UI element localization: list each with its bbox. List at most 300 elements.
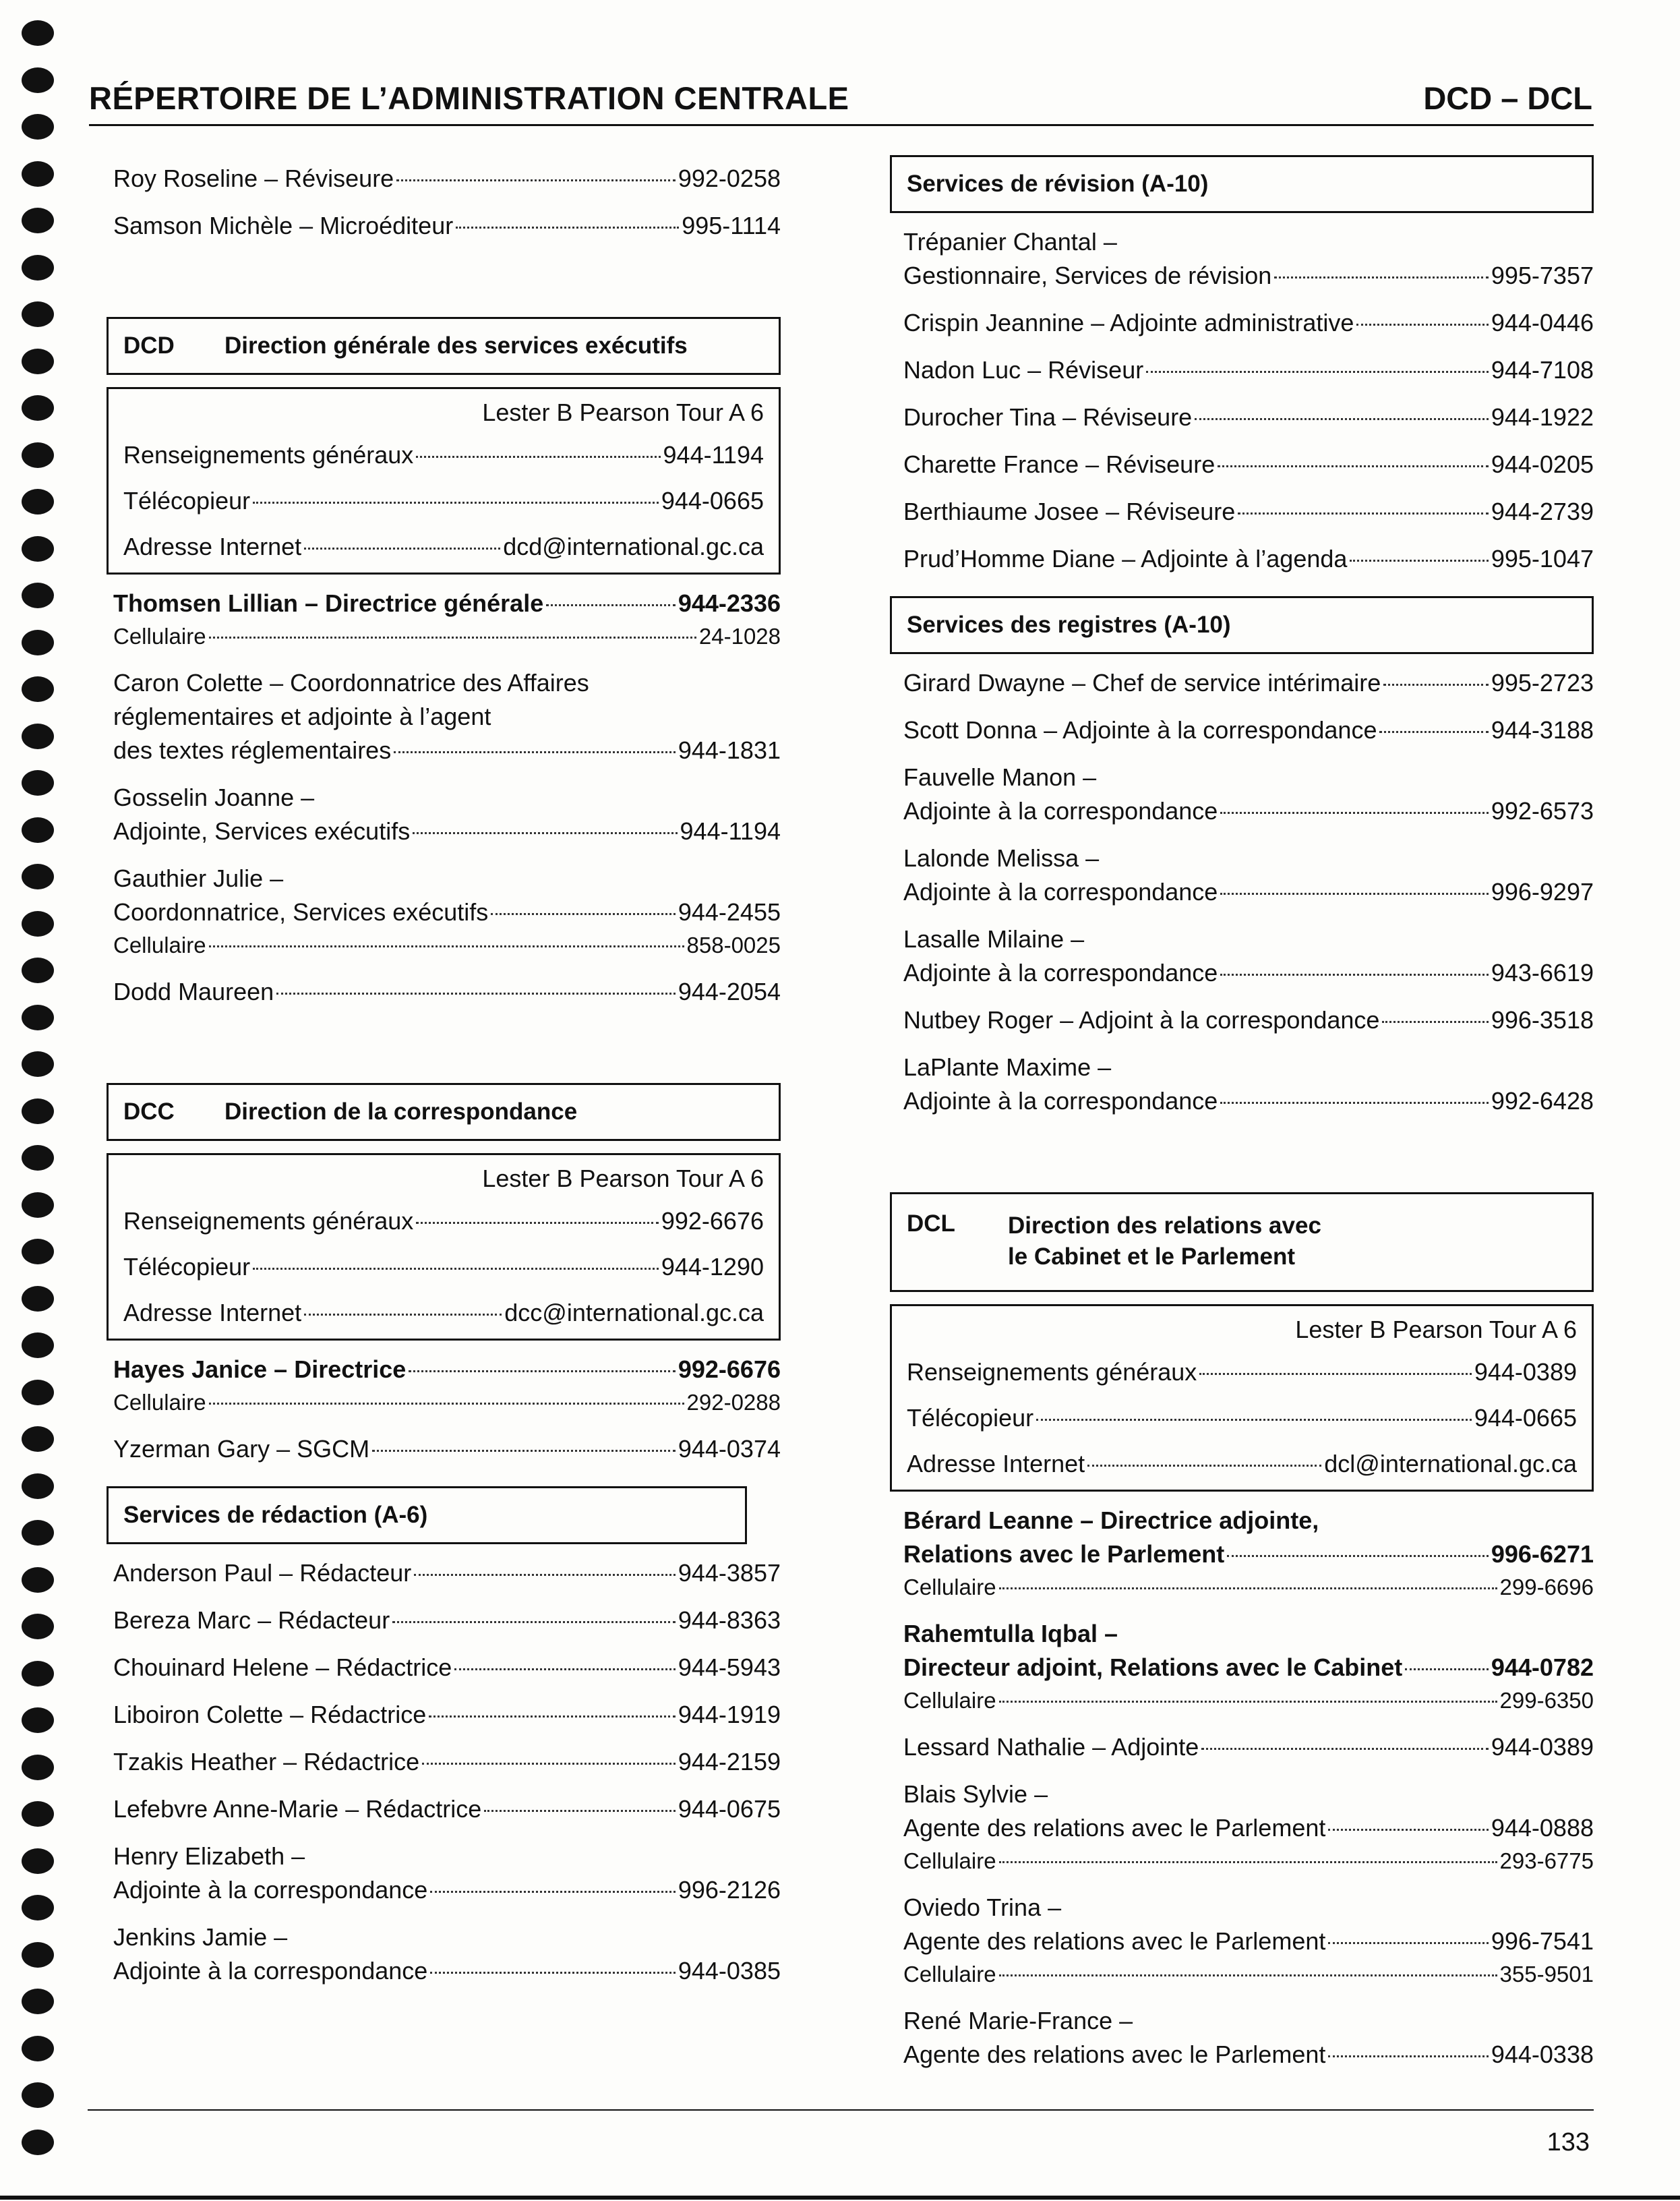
dot-leader <box>1201 1748 1489 1750</box>
cell-number: 355-9501 <box>1499 1962 1594 1987</box>
entry-text: Rahemtulla Iqbal – <box>903 1620 1118 1647</box>
dot-leader <box>416 456 660 458</box>
binder-hole <box>22 161 54 187</box>
directory-entry <box>113 975 781 1009</box>
phone-number: 995-1114 <box>682 212 781 239</box>
info-label: Télécopieur <box>123 487 251 515</box>
dot-leader <box>394 751 676 753</box>
info-value: 944-1194 <box>663 441 764 469</box>
leader-line <box>903 353 1594 387</box>
leader-line <box>903 1845 1594 1877</box>
entry-name: Bereza Marc – Rédacteur <box>113 1606 390 1634</box>
dot-leader <box>1405 1668 1489 1670</box>
binder-hole <box>22 536 54 562</box>
phone-number: 944-0374 <box>678 1435 781 1463</box>
entry-name: Adjointe à la correspondance <box>903 959 1218 987</box>
directory-entry <box>903 495 1594 529</box>
address-box-dcd <box>107 387 781 575</box>
leader-line <box>113 1698 781 1732</box>
entry-text: Oviedo Trina – <box>903 1894 1062 1921</box>
binder-hole <box>22 1473 54 1499</box>
entry-text: Caron Colette – Coordonnatrice des Affaires <box>113 669 589 697</box>
dot-leader <box>276 993 676 995</box>
leader-line <box>907 1441 1577 1487</box>
phone-number: 996-2126 <box>678 1876 781 1904</box>
binder-hole <box>22 1755 54 1780</box>
dot-leader <box>1328 1829 1488 1831</box>
dot-leader <box>999 1701 1497 1703</box>
phone-number: 944-3857 <box>678 1559 781 1587</box>
binder-hole <box>22 1239 54 1264</box>
location: Lester B Pearson Tour A 6 <box>1295 1316 1577 1343</box>
phone-number: 996-9297 <box>1491 878 1594 906</box>
directory-entry <box>113 1920 781 1988</box>
phone-number: 944-0675 <box>678 1795 781 1823</box>
phone-number: 944-1919 <box>678 1701 781 1728</box>
phone-number: 996-6271 <box>1491 1540 1594 1568</box>
dot-leader <box>414 1574 676 1576</box>
leader-line <box>123 478 764 524</box>
section-header-dcc <box>107 1083 781 1141</box>
binder-hole <box>22 1848 54 1874</box>
info-value: 992-6676 <box>661 1207 764 1235</box>
right-column <box>890 155 1594 2085</box>
binder-hole <box>22 1707 54 1733</box>
phone-number: 944-1194 <box>680 817 781 845</box>
page-number: 133 <box>1547 2128 1590 2156</box>
info-value: dcd@international.gc.ca <box>503 533 764 560</box>
entry-name: Scott Donna – Adjointe à la correspondance <box>903 716 1377 744</box>
directory-entry <box>113 1792 781 1826</box>
dot-leader <box>1350 560 1488 562</box>
phone-number: 944-0385 <box>678 1957 781 1985</box>
directory-entry <box>903 761 1594 828</box>
dot-leader <box>454 1668 676 1670</box>
dot-leader <box>1328 1942 1488 1944</box>
entry-name: Liboiron Colette – Rédactrice <box>113 1701 427 1728</box>
dot-leader <box>372 1450 676 1452</box>
section-header-registres <box>890 596 1594 654</box>
leader-line <box>113 975 781 1009</box>
binder-hole <box>22 1426 54 1452</box>
header-rule <box>89 124 1594 126</box>
binder-hole <box>22 864 54 889</box>
cell-number: 292-0288 <box>686 1390 781 1415</box>
cell-label: Cellulaire <box>113 624 206 649</box>
dot-leader <box>429 1715 676 1718</box>
cell-number: 24-1028 <box>698 624 781 649</box>
leader-line <box>903 1537 1594 1571</box>
entry-name: Nadon Luc – Réviseur <box>903 356 1144 384</box>
directory-entry <box>903 1504 1594 1604</box>
phone-number: 944-2739 <box>1491 498 1594 525</box>
dot-leader <box>209 637 696 639</box>
dot-leader <box>1328 2055 1488 2057</box>
entry-name: Agente des relations avec le Parlement <box>903 1927 1326 1955</box>
directory-entry <box>903 448 1594 481</box>
entry-name: Chouinard Helene – Rédactrice <box>113 1653 452 1681</box>
entry-text: Jenkins Jamie – <box>113 1923 288 1951</box>
binder-hole <box>22 1895 54 1920</box>
leader-line <box>113 1432 781 1466</box>
binder-hole <box>22 770 54 796</box>
binder-hole <box>22 114 54 140</box>
info-label: Adresse Internet <box>123 1299 302 1326</box>
binder-hole <box>22 958 54 983</box>
entry-name: des textes réglementaires <box>113 736 392 764</box>
dot-leader <box>253 1268 659 1270</box>
info-value: 944-0665 <box>1474 1404 1577 1432</box>
leader-line <box>903 1684 1594 1717</box>
cell-number: 299-6696 <box>1499 1575 1594 1600</box>
dot-leader <box>209 1403 684 1405</box>
section-title: Direction de la correspondance <box>224 1098 578 1125</box>
phone-number: 992-6428 <box>1491 1087 1594 1115</box>
directory-entry <box>903 1051 1594 1118</box>
info-value: dcc@international.gc.ca <box>504 1299 764 1326</box>
revision-entries <box>890 225 1594 576</box>
dot-leader <box>422 1763 676 1765</box>
directory-entry <box>113 1432 781 1466</box>
entry-name: Charette France – Réviseure <box>903 450 1216 478</box>
footer-rule <box>88 2109 1594 2111</box>
dot-leader <box>1356 324 1488 326</box>
dot-leader <box>999 1974 1497 1976</box>
entry-text: Gauthier Julie – <box>113 864 284 892</box>
binder-hole <box>22 208 54 233</box>
directory-entry <box>903 353 1594 387</box>
section-header-dcd <box>107 317 781 375</box>
section-title: Services de révision (A-10) <box>907 171 1209 197</box>
section-header-redaction <box>107 1486 747 1544</box>
binder-hole <box>22 489 54 515</box>
leader-line <box>903 448 1594 481</box>
directory-entry <box>113 1745 781 1779</box>
entry-text: LaPlante Maxime – <box>903 1053 1112 1081</box>
directory-entry <box>113 862 781 962</box>
directory-entry <box>113 1698 781 1732</box>
directory-entry <box>903 713 1594 747</box>
section-title: Services de rédaction (A-6) <box>123 1502 428 1528</box>
phone-number: 944-5943 <box>678 1653 781 1681</box>
phone-number: 943-6619 <box>1491 959 1594 987</box>
leader-line <box>113 1873 781 1907</box>
binder-hole <box>22 67 54 93</box>
entry-text: Gosselin Joanne – <box>113 784 315 811</box>
entry-name: Relations avec le Parlement <box>903 1540 1225 1568</box>
leader-line <box>907 1395 1577 1441</box>
directory-entry <box>903 1891 1594 1991</box>
leader-line <box>903 666 1594 700</box>
leader-line <box>123 432 764 478</box>
leader-line <box>903 1003 1594 1037</box>
dot-leader <box>456 227 679 229</box>
entry-name: Adjointe à la correspondance <box>903 797 1218 825</box>
phone-number: 944-0888 <box>1491 1814 1594 1842</box>
info-label: Adresse Internet <box>123 533 302 560</box>
page-range: DCD – DCL <box>1423 80 1592 116</box>
phone-number: 944-2455 <box>678 898 781 926</box>
entry-text: René Marie-France – <box>903 2007 1133 2034</box>
binder-hole <box>22 676 54 702</box>
info-label: Télécopieur <box>907 1404 1034 1432</box>
directory-entry <box>113 1840 781 1907</box>
binder-hole <box>22 2130 54 2155</box>
directory-entry <box>113 587 781 653</box>
entry-text: Henry Elizabeth – <box>113 1842 305 1870</box>
phone-number: 992-0258 <box>678 165 781 192</box>
directory-entry <box>903 1617 1594 1717</box>
leader-line <box>903 1811 1594 1845</box>
dot-leader <box>1383 684 1489 686</box>
leader-line <box>113 620 781 653</box>
binder-hole <box>22 255 54 281</box>
entry-name: Hayes Janice – Directrice <box>113 1355 407 1383</box>
entry-name: Berthiaume Josee – Réviseure <box>903 498 1236 525</box>
phone-number: 944-0205 <box>1491 450 1594 478</box>
entry-name: Agente des relations avec le Parlement <box>903 1814 1326 1842</box>
entry-name: Prud’Homme Diane – Adjointe à l’agenda <box>903 545 1348 573</box>
phone-number: 944-1922 <box>1491 403 1594 431</box>
leader-line <box>903 306 1594 340</box>
info-value: 944-1290 <box>661 1253 764 1281</box>
dot-leader <box>392 1621 676 1623</box>
phone-number: 996-3518 <box>1491 1006 1594 1034</box>
leader-line <box>903 1571 1594 1604</box>
cell-label: Cellulaire <box>903 1962 996 1987</box>
leader-line <box>123 1198 764 1244</box>
info-list <box>123 1198 764 1336</box>
entry-text: Lalonde Melissa – <box>903 844 1100 872</box>
section-code: DCC <box>123 1098 175 1125</box>
entry-name: Thomsen Lillian – Directrice générale <box>113 589 544 617</box>
leader-line <box>903 1958 1594 1991</box>
leader-line <box>113 929 781 962</box>
section-title: Services des registres (A-10) <box>907 612 1231 638</box>
dot-leader <box>1227 1555 1489 1557</box>
dot-leader <box>304 548 500 550</box>
directory-entry <box>903 2004 1594 2072</box>
leader-line <box>123 524 764 570</box>
dot-leader <box>416 1222 659 1224</box>
dot-leader <box>430 1891 676 1893</box>
section-title: Direction générale des services exécutifs <box>224 332 688 359</box>
info-value: 944-0389 <box>1474 1358 1577 1386</box>
binder-hole <box>22 2036 54 2061</box>
binder-hole <box>22 395 54 421</box>
leader-line <box>123 1290 764 1336</box>
binder-hole <box>22 1332 54 1358</box>
dot-leader <box>1220 812 1489 814</box>
phone-number: 944-7108 <box>1491 356 1594 384</box>
directory-entry <box>903 1730 1594 1764</box>
leader-line <box>903 259 1594 293</box>
binder-hole <box>22 2082 54 2108</box>
dot-leader <box>253 502 659 504</box>
dot-leader <box>999 1587 1497 1589</box>
info-list <box>907 1349 1577 1487</box>
binder-hole <box>22 1567 54 1593</box>
entry-name: Adjointe à la correspondance <box>113 1957 428 1985</box>
directory-entry <box>903 922 1594 990</box>
info-label: Télécopieur <box>123 1253 251 1281</box>
phone-number: 992-6676 <box>678 1355 781 1383</box>
dot-leader <box>1382 1021 1488 1023</box>
location: Lester B Pearson Tour A 6 <box>482 1165 764 1192</box>
leader-line <box>113 896 781 929</box>
entry-text: Lasalle Milaine – <box>903 925 1085 953</box>
left-column <box>107 162 781 2001</box>
binder-hole <box>22 1614 54 1639</box>
section-title-line: le Cabinet et le Parlement <box>1008 1243 1295 1270</box>
directory-entry <box>113 1353 781 1419</box>
leader-line <box>903 1084 1594 1118</box>
directory-entry <box>903 1778 1594 1877</box>
entry-name: Adjointe, Services exécutifs <box>113 817 411 845</box>
binder-hole <box>22 1801 54 1827</box>
dot-leader <box>304 1314 502 1316</box>
binder-hole <box>22 817 54 843</box>
leader-line <box>113 1954 781 1988</box>
entry-name: Agente des relations avec le Parlement <box>903 2041 1326 2068</box>
directory-entry <box>903 1003 1594 1037</box>
phone-number: 995-2723 <box>1491 669 1594 697</box>
binder-hole <box>22 301 54 327</box>
entry-name: Lefebvre Anne-Marie – Rédactrice <box>113 1795 482 1823</box>
dot-leader <box>1195 418 1489 420</box>
dot-leader <box>491 913 676 915</box>
entry-name: Roy Roseline – Réviseure <box>113 165 394 192</box>
dot-leader <box>1220 974 1489 976</box>
leader-line <box>903 713 1594 747</box>
leader-line <box>907 1349 1577 1395</box>
dot-leader <box>409 1370 676 1372</box>
entry-name: Adjointe à la correspondance <box>903 1087 1218 1115</box>
binder-hole <box>22 583 54 608</box>
info-label: Renseignements généraux <box>123 1207 414 1235</box>
dot-leader <box>1199 1373 1472 1375</box>
entry-name: Durocher Tina – Réviseure <box>903 403 1193 431</box>
leader-line <box>903 956 1594 990</box>
cell-number: 858-0025 <box>686 933 781 958</box>
leader-line <box>113 1386 781 1419</box>
binder-holes <box>8 20 55 2178</box>
entry-text: Trépanier Chantal – <box>903 228 1117 256</box>
entry-name: Lessard Nathalie – Adjointe <box>903 1733 1199 1761</box>
leader-line <box>903 875 1594 909</box>
leader-line <box>903 495 1594 529</box>
entry-name: Directeur adjoint, Relations avec le Cabinet <box>903 1653 1403 1681</box>
binder-hole <box>22 911 54 937</box>
phone-number: 944-2159 <box>678 1748 781 1776</box>
leader-line <box>113 162 781 196</box>
entry-name: Adjointe à la correspondance <box>903 878 1218 906</box>
binder-hole <box>22 1005 54 1030</box>
dot-leader <box>430 1972 676 1974</box>
dot-leader <box>1379 731 1488 733</box>
leader-line <box>113 209 781 243</box>
dot-leader <box>413 832 677 834</box>
binder-hole <box>22 1286 54 1312</box>
info-label: Adresse Internet <box>907 1450 1085 1477</box>
entry-name: Coordonnatrice, Services exécutifs <box>113 898 489 926</box>
cell-label: Cellulaire <box>113 1390 206 1415</box>
registres-entries <box>890 666 1594 1118</box>
leader-line <box>903 401 1594 434</box>
entry-name: Dodd Maureen <box>113 978 274 1005</box>
redaction-entries <box>107 1556 781 1988</box>
leader-line <box>903 1651 1594 1684</box>
entry-name: Nutbey Roger – Adjoint à la correspondance <box>903 1006 1380 1034</box>
phone-number: 944-0782 <box>1491 1653 1594 1681</box>
phone-number: 944-0446 <box>1491 309 1594 336</box>
binder-hole <box>22 442 54 468</box>
phone-number: 995-7357 <box>1491 262 1594 289</box>
leader-line <box>113 815 781 848</box>
entry-text: Blais Sylvie – <box>903 1780 1048 1808</box>
leader-line <box>903 794 1594 828</box>
entry-name: Gestionnaire, Services de révision <box>903 262 1272 289</box>
directory-entry <box>903 306 1594 340</box>
bottom-edge-rule <box>0 2196 1680 2200</box>
section-title-line: Direction des relations avec <box>1008 1212 1321 1239</box>
dot-leader <box>484 1810 676 1812</box>
cell-label: Cellulaire <box>903 1688 996 1713</box>
info-value: 944-0665 <box>661 487 764 515</box>
entry-name: Girard Dwayne – Chef de service intérimaire <box>903 669 1381 697</box>
info-list <box>123 432 764 570</box>
location: Lester B Pearson Tour A 6 <box>482 399 764 426</box>
address-box-dcc <box>107 1153 781 1341</box>
leader-line <box>903 1925 1594 1958</box>
entry-text: réglementaires et adjointe à l’agent <box>113 703 491 730</box>
binder-hole <box>22 20 54 46</box>
phone-number: 944-0338 <box>1491 2041 1594 2068</box>
directory-entry <box>113 781 781 848</box>
section-header-revision <box>890 155 1594 213</box>
binder-hole <box>22 1098 54 1124</box>
leader-line <box>113 1604 781 1637</box>
entry-name: Samson Michèle – Microéditeur <box>113 212 454 239</box>
phone-number: 996-7541 <box>1491 1927 1594 1955</box>
leader-line <box>113 1745 781 1779</box>
leader-line <box>903 542 1594 576</box>
directory-entry <box>113 209 781 243</box>
section-header-dcl <box>890 1192 1594 1292</box>
info-label: Renseignements généraux <box>907 1358 1197 1386</box>
cell-number: 293-6775 <box>1499 1848 1594 1873</box>
entry-text: Fauvelle Manon – <box>903 763 1097 791</box>
binder-hole <box>22 1989 54 2014</box>
phone-number: 944-2336 <box>678 589 781 617</box>
dot-leader <box>1036 1419 1472 1421</box>
phone-number: 992-6573 <box>1491 797 1594 825</box>
directory-entry <box>113 162 781 196</box>
binder-hole <box>22 1051 54 1077</box>
dcl-entries <box>890 1504 1594 2072</box>
entry-name: Crispin Jeannine – Adjointe administrative <box>903 309 1354 336</box>
entry-name: Tzakis Heather – Rédactrice <box>113 1748 420 1776</box>
leader-line <box>903 2038 1594 2072</box>
dot-leader <box>999 1861 1497 1863</box>
dot-leader <box>209 945 684 947</box>
binder-hole <box>22 1942 54 1968</box>
dot-leader <box>1087 1465 1321 1467</box>
phone-number: 944-1831 <box>678 736 781 764</box>
binder-hole <box>22 1380 54 1405</box>
directory-entry <box>113 1651 781 1684</box>
binder-hole <box>22 1520 54 1546</box>
